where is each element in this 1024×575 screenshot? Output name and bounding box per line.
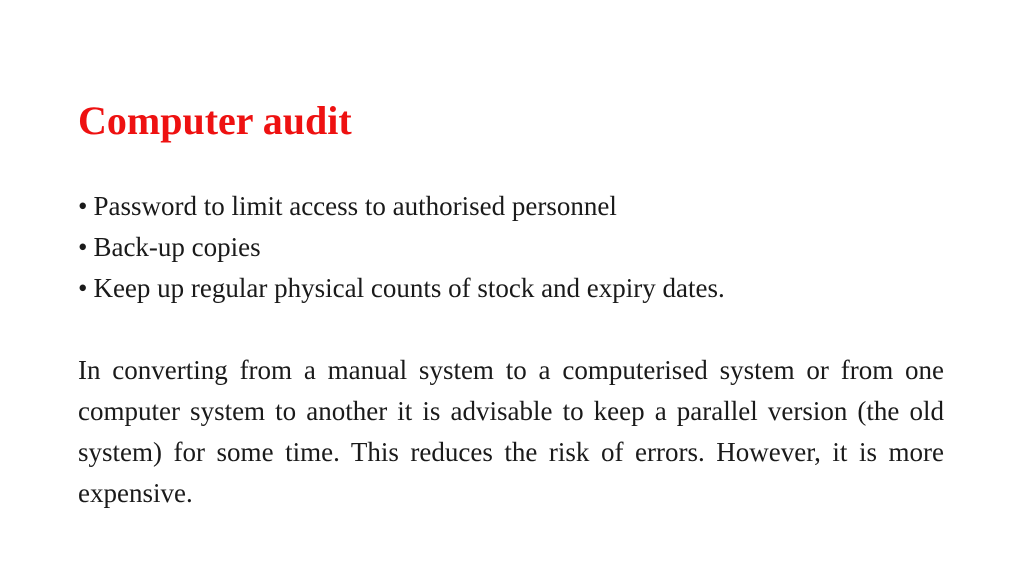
bullet-item	[78, 227, 725, 268]
bullet-icon: •	[78, 273, 88, 303]
bullet-list	[78, 186, 725, 309]
bullet-text: Back-up copies	[93, 232, 261, 262]
bullet-icon: •	[78, 191, 88, 221]
bullet-item	[78, 186, 725, 227]
bullet-text: Keep up regular physical counts of stock and expiry dates.	[93, 273, 725, 303]
bullet-item	[78, 268, 725, 309]
bullet-icon: •	[78, 232, 88, 262]
bullet-text: Password to limit access to authorised personnel	[93, 191, 617, 221]
slide-title: Computer audit	[78, 98, 352, 143]
body-paragraph: In converting from a manual system to a computerised system or from one computer system to another it is advisable to keep a parallel version (the old system) for some time. This reduces the risk of errors. However, it is more expensive.	[78, 355, 944, 508]
